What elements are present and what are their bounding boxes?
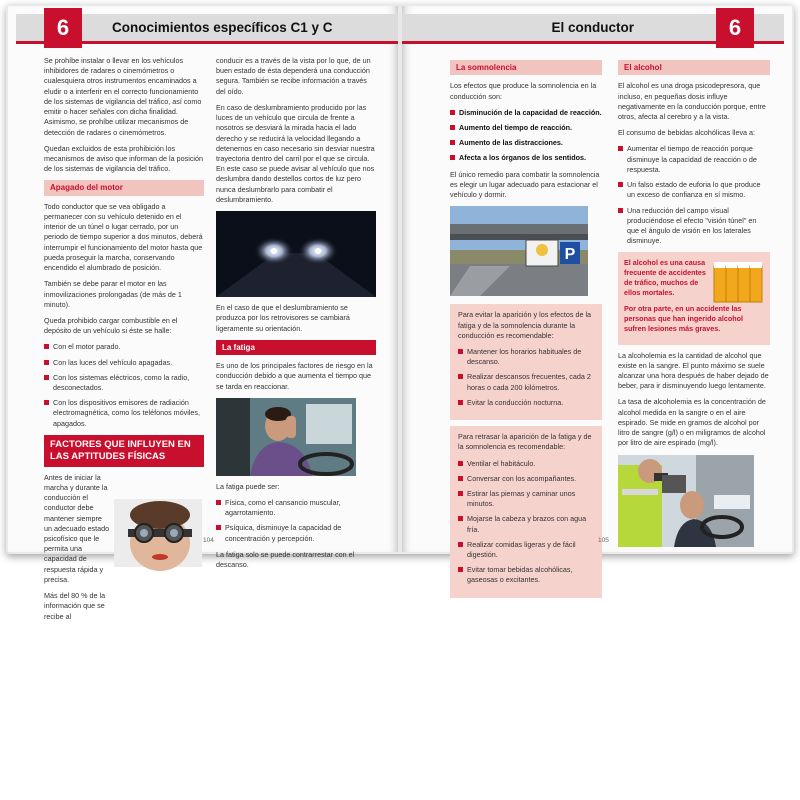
fuel-paragraph: Queda prohibido cargar combustible en el depósito de un vehículo si éste se halle: bbox=[44, 315, 178, 336]
fatigue-intro-paragraph: Es uno de los principales factores de riesgo en la conducción debido a que aumenta el tiempo que se tarda en reaccionar. bbox=[216, 361, 373, 391]
list-item: Aumento de las distracciones. bbox=[450, 138, 602, 148]
alcohol-warning-box bbox=[618, 252, 770, 344]
open-book bbox=[6, 4, 794, 621]
hearing-paragraph: conducir es a través de la vista por lo que, de un buen estado de ésta dependerá una conducción segura. También se recibe información a través del oído. bbox=[216, 56, 371, 96]
fatigue-types-intro: La fatiga puede ser: bbox=[216, 481, 280, 491]
chapter-number-badge: 6 bbox=[716, 8, 754, 48]
list-item: Disminución de la capacidad de reacción. bbox=[450, 108, 602, 118]
page-number: 105 bbox=[598, 537, 609, 544]
fatigue-delay-box bbox=[450, 426, 602, 598]
list-item: Estirar las piernas y caminar unos minutos. bbox=[458, 489, 594, 509]
alcohol-injury-note: Por otra parte, en un accidente las personas que han ingerido alcohol sufren lesiones más graves. bbox=[624, 304, 744, 333]
beer-glasses-icon bbox=[712, 258, 764, 304]
list-item: Afecta a los órganos de los sentidos. bbox=[450, 153, 602, 163]
list-item: Ventilar el habitáculo. bbox=[458, 459, 594, 469]
highway-rest-area-photo bbox=[450, 206, 588, 296]
fatigue-delay-bullets bbox=[458, 459, 594, 586]
radar-paragraph: Se prohíbe instalar o llevar en los vehículos inhibidores de radares o cinemómetros o cualesquiera otros instrumentos encaminados a eludir o a interferir en el correcto funcionamiento de los sistemas de vigilancia del tráfico, así como emitir o hacer señales con dicha finalidad. Asimismo, se prohíbe utilizar mecanismos de detección de radares o cinemómetros. bbox=[44, 56, 202, 137]
warning-devices-paragraph: Quedan excluidos de esta prohibición los mecanismos de aviso que informan de la posición de los sistemas de vigilancia del tráfico. bbox=[44, 143, 204, 174]
idle-paragraph: También se debe parar el motor en las inmovilizaciones prolongadas (de más de 1 minuto). bbox=[44, 279, 182, 309]
alcohol-effects-intro: El consumo de bebidas alcohólicas lleva a: bbox=[618, 128, 756, 138]
page-number: 104 bbox=[203, 537, 214, 544]
vision-paragraph: Más del 80 % de la información que se recibe al bbox=[44, 591, 106, 621]
list-item: Evitar la conducción nocturna. bbox=[458, 398, 594, 408]
fatigue-prevention-bullets bbox=[458, 347, 594, 408]
list-item: Con el motor parado. bbox=[44, 342, 204, 352]
section-title-sleepiness: La somnolencia bbox=[450, 60, 602, 75]
list-item: Una reducción del campo visual produciéndose el efecto "visión túnel" en que el ángulo de visión en los laterales disminuye. bbox=[618, 206, 770, 247]
list-item: Realizar comidas ligeras y de fácil digestión. bbox=[458, 540, 594, 560]
left-page bbox=[8, 6, 398, 621]
right-page-header bbox=[402, 14, 784, 44]
fatigue-delay-intro: Para retrasar la aparición de la fatiga y de la somnolencia es recomendable: bbox=[458, 432, 592, 452]
glare-paragraph: En caso de deslumbramiento producido por las luces de un vehículo que circula de frente a nosotros se desviará la mirada hacia el lado derecho y se reducirá la velocidad llegando a detenernos en caso necesario sin desviar nuestra trayectoria dentro del carril por el que se circula. En este caso se puede avisar al vehículo que nos deslumbra dando destellos cortos de luz pero nunca deslumbrarlo para combatir el deslumbramiento. bbox=[216, 102, 375, 204]
chapter-number-badge: 6 bbox=[44, 8, 82, 48]
list-item: Realizar descansos frecuentes, cada 2 horas o cada 200 kilómetros. bbox=[458, 372, 594, 392]
rest-paragraph: La fatiga solo se puede contrarrestar con el descanso. bbox=[216, 549, 355, 570]
left-page-column-2 bbox=[216, 56, 376, 576]
right-page-title: El conductor bbox=[551, 20, 634, 35]
alcohol-effects-bullets bbox=[618, 144, 770, 246]
list-item: Conversar con los acompañantes. bbox=[458, 474, 594, 484]
sleepiness-intro: Los efectos que produce la somnolencia en la conducción son: bbox=[450, 81, 597, 101]
list-item: Con los dispositivos emisores de radiación electromagnética, como los teléfonos móviles, apagados. bbox=[44, 398, 204, 429]
section-title-factors: FACTORES QUE INFLUYEN EN LAS APTITUDES FÍSICAS bbox=[44, 435, 204, 467]
left-page-header bbox=[16, 14, 398, 44]
list-item: Mojarse la cabeza y brazos con agua fría. bbox=[458, 514, 594, 534]
parking-sign-letter: P bbox=[564, 246, 576, 264]
list-item: Mantener los horarios habituales de descanso. bbox=[458, 347, 594, 367]
fatigue-prevention-intro: Para evitar la aparición y los efectos de la fatiga y de la somnolencia durante la conducción es recomendable: bbox=[458, 310, 592, 340]
list-item: Un falso estado de euforia lo que produce un exceso de confianza en sí mismo. bbox=[618, 180, 770, 200]
list-item: Con las luces del vehículo apagadas. bbox=[44, 358, 204, 368]
right-page-column-1 bbox=[450, 56, 602, 604]
list-item: Psíquica, disminuye la capacidad de concentración y percepción. bbox=[216, 523, 376, 543]
alcohol-intro: El alcohol es una droga psicodepresora, que incluso, en pequeñas dosis influye negativamente en la conducción porque, entre otros, afecta al cerebro y a la vista. bbox=[618, 81, 766, 122]
section-title-engine: Apagado del motor bbox=[44, 180, 204, 195]
sleep-remedy-paragraph: El único remedio para combatir la somnolencia es elegir un lugar adecuado para estacionar el vehículo y dormir. bbox=[450, 169, 600, 200]
night-headlights-photo bbox=[216, 211, 376, 297]
psychophysical-paragraph: Antes de iniciar la marcha y durante la conducción el conductor debe mantener siempre un adecuado estado psicofísico que le permita una capacidad de respuesta rápida y precisa. bbox=[44, 472, 110, 584]
sleepiness-bullets bbox=[450, 108, 602, 164]
list-item: Física, como el cansancio muscular, agarrotamiento. bbox=[216, 498, 376, 518]
list-item: Con los sistemas eléctricos, como la radio, desconectados. bbox=[44, 373, 204, 393]
breathalyzer-test-photo bbox=[618, 455, 754, 547]
list-item: Aumento del tiempo de reacción. bbox=[450, 123, 602, 133]
section-title-fatigue: La fatiga bbox=[216, 340, 376, 355]
mirror-glare-paragraph: En el caso de que el deslumbramiento se produzca por los retrovisores se cambiará ligeramente su orientación. bbox=[216, 303, 350, 333]
tired-driver-photo bbox=[216, 398, 356, 476]
left-page-column-1 bbox=[44, 56, 204, 628]
tunnel-paragraph: Todo conductor que se vea obligado a permanecer con su vehículo detenido en el interior de un túnel o lugar cerrado, por un periodo de tiempo superior a dos minutos, deberá interrumpir el funcionamiento del motor hasta que pueda proseguir la marcha, conservando encendido el alumbrado de posición. bbox=[44, 201, 203, 273]
left-page-title: Conocimientos específicos C1 y C bbox=[112, 20, 333, 35]
eye-exam-photo bbox=[114, 499, 202, 567]
alcohol-accidents-note: El alcohol es una causa frecuente de accidentes de tráfico, muchos de ellos mortales. bbox=[624, 258, 706, 297]
right-page-column-2 bbox=[618, 56, 770, 547]
alcohol-rate-paragraph: La tasa de alcoholemia es la concentración de alcohol medida en la sangre o en el aire espirado. Se mide en gramos de alcohol por litro de sangre (g/l) o en miligramos de alcohol por litro de aire espirado (mg/l). bbox=[618, 397, 766, 448]
fatigue-prevention-box bbox=[450, 304, 602, 420]
list-item: Aumentar el tiempo de reacción porque disminuye la capacidad de reacción o de respuesta. bbox=[618, 144, 770, 175]
fatigue-types-bullets bbox=[216, 498, 376, 544]
right-page bbox=[402, 6, 792, 585]
blood-alcohol-paragraph: La alcoholemia es la cantidad de alcohol que existe en la sangre. El punto máximo se suele alcanzar una hora después de haber dejado de beber, para ir disminuyendo luego lentamente. bbox=[618, 350, 769, 391]
list-item: Evitar tomar bebidas alcohólicas, gaseosas o excitantes. bbox=[458, 565, 594, 585]
section-title-alcohol: El alcohol bbox=[618, 60, 770, 75]
fuel-bullets bbox=[44, 342, 204, 429]
